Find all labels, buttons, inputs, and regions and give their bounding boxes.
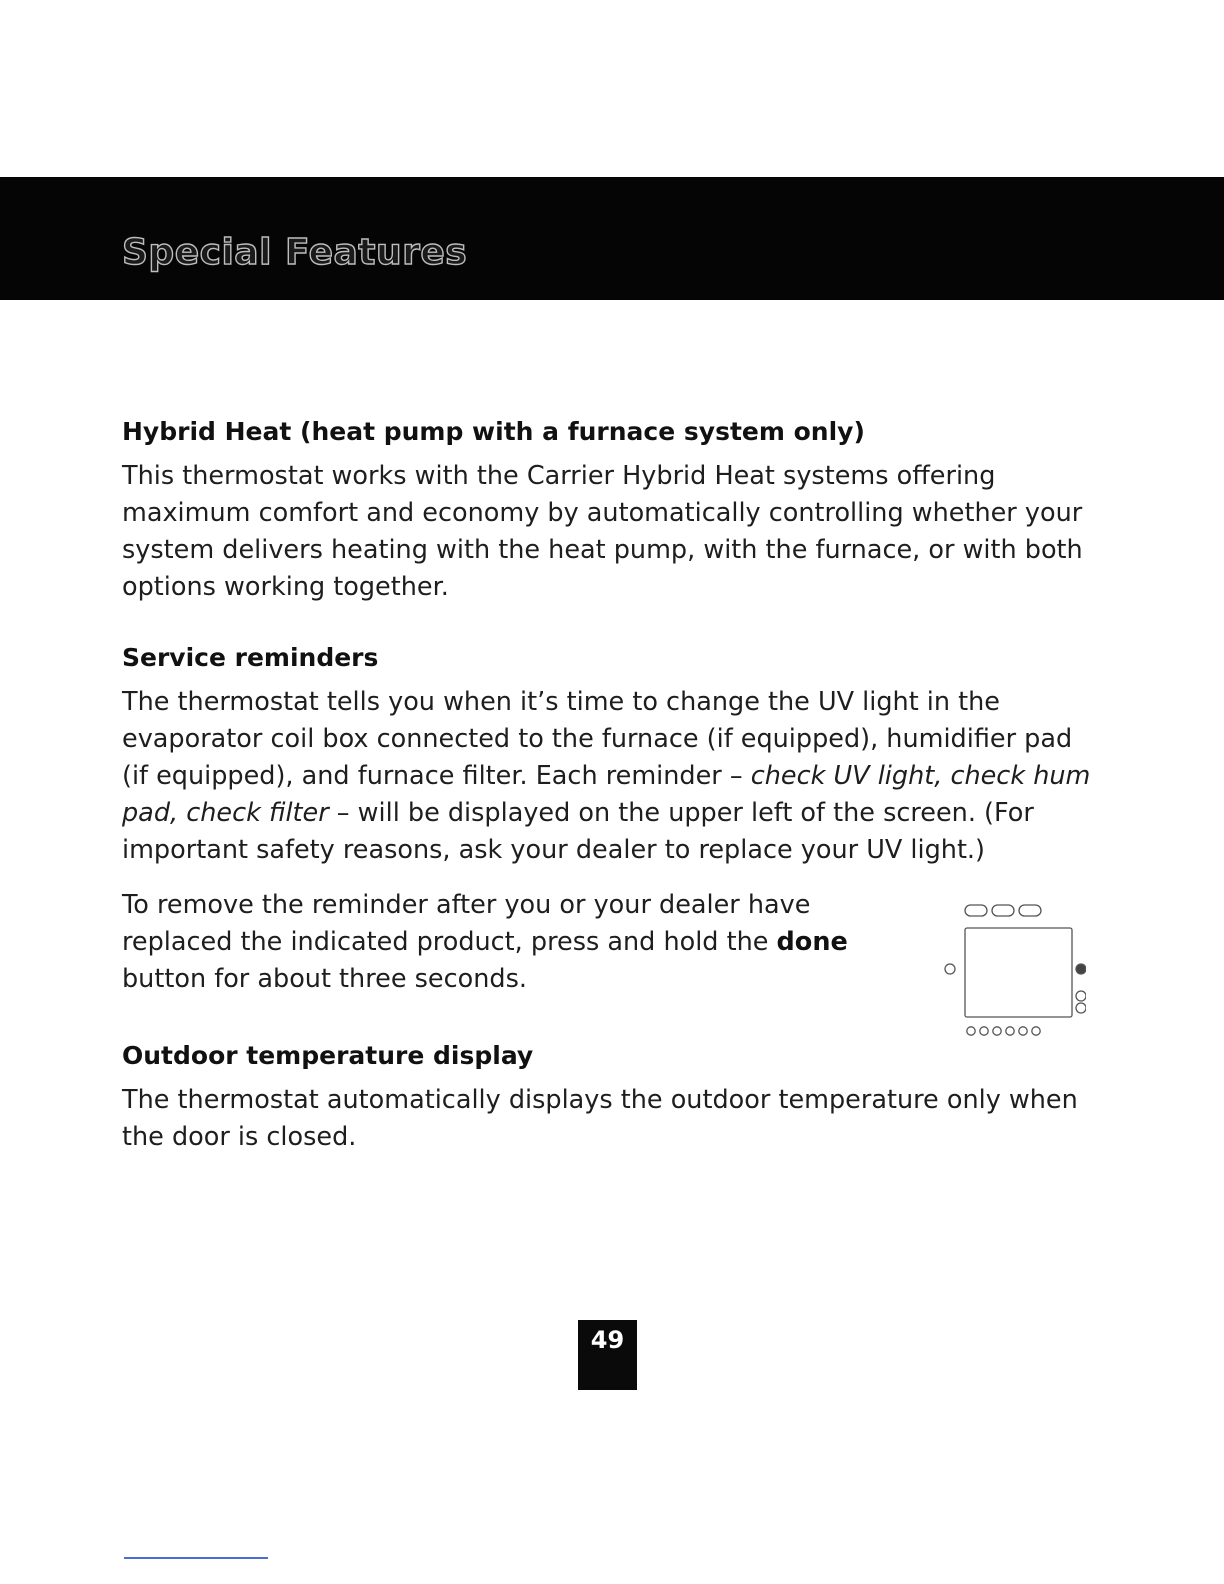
footer-rule [124, 1557, 268, 1559]
service-reminders-heading: Service reminders [122, 643, 379, 672]
outdoor-temp-body: The thermostat automatically displays the outdoor temperature only when the door is closed. [122, 1085, 1078, 1152]
remove-reminder-text-1: To remove the reminder after you or your dealer have replaced the indicated product, press and hold the [122, 890, 811, 957]
thermostat-icon [936, 896, 1086, 1046]
service-reminders-body [122, 684, 1092, 869]
service-reminders-text-2: – will be displayed on the upper left of the screen. (For important safety reasons, ask your dealer to replace your UV light.) [122, 798, 1034, 865]
bottom-button-6 [1032, 1027, 1040, 1035]
bottom-button-4 [1006, 1027, 1014, 1035]
done-button-highlight [1076, 964, 1086, 974]
thermostat-screen [965, 928, 1072, 1017]
page-number: 49 [578, 1320, 637, 1390]
left-side-button [945, 964, 955, 974]
done-button-label: done [776, 927, 848, 957]
service-reminders-text-1: The thermostat tells you when it’s time to change the UV light in the evaporator coil box connected to the furnace (if equipped), humidifier pad (if equipped), and furnace filter. Each reminder – [122, 687, 1073, 791]
page-title: Special Features [122, 232, 468, 273]
top-button-3 [1019, 905, 1041, 916]
right-side-button-2 [1076, 991, 1086, 1001]
bottom-button-2 [980, 1027, 988, 1035]
right-side-button-3 [1076, 1003, 1086, 1013]
hybrid-heat-body: This thermostat works with the Carrier Hybrid Heat systems offering maximum comfort and economy by automatically controlling whether your system delivers heating with the heat pump, with the furnace, or with both options working together. [122, 461, 1083, 602]
top-button-2 [992, 905, 1014, 916]
bottom-button-1 [967, 1027, 975, 1035]
hybrid-heat-heading: Hybrid Heat (heat pump with a furnace system only) [122, 417, 865, 446]
bottom-button-5 [1019, 1027, 1027, 1035]
remove-reminder-body [122, 887, 912, 998]
bottom-button-3 [993, 1027, 1001, 1035]
reminder-names: check UV light, check hum pad, check filter [122, 761, 1091, 828]
outdoor-temp-heading: Outdoor temperature display [122, 1041, 534, 1070]
top-button-1 [965, 905, 987, 916]
remove-reminder-text-2: button for about three seconds. [122, 964, 527, 994]
